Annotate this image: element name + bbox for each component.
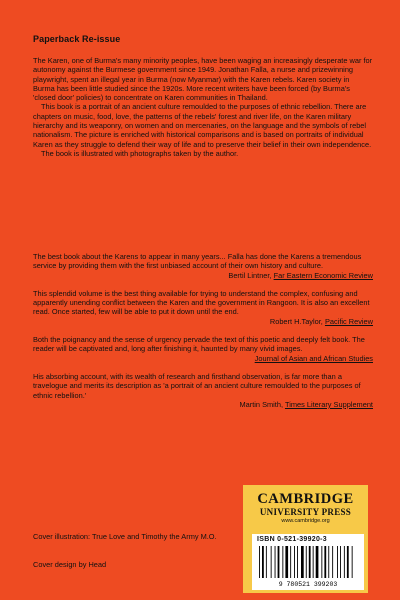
barcode-bar (332, 546, 333, 578)
barcode-bar (316, 546, 319, 578)
quote-text: His absorbing account, with its wealth of research and firsthand observation, is far more than a travelogue and merits its description as 'a portrait of an ancient culture remoulded to the purposes of ethnic rebellion.' (33, 371, 361, 400)
quote-source: Pacific Review (324, 316, 373, 326)
barcode-bar (313, 546, 314, 578)
barcode-bar (352, 546, 353, 578)
publisher-name: CAMBRIDGE (257, 491, 354, 507)
barcode-bar (262, 546, 264, 578)
quote-attribution (33, 317, 373, 326)
barcode-digits: 9 780521 399203 (278, 581, 338, 588)
barcode-bar (309, 546, 311, 578)
quote-text: This splendid volume is the best thing available for trying to understand the complex, confusing and apparently unending conflict between the Karen and the government in Rangoon. It is also an excellent read. Once started, few will be able to put it down until the end. (33, 288, 370, 317)
quote-source: Journal of Asian and African Studies (254, 353, 373, 363)
quote-source: Far Eastern Economic Review (273, 270, 373, 280)
barcode-bar (344, 546, 345, 578)
barcode-bar (340, 546, 341, 578)
quote-source: Times Literary Supplement (284, 399, 373, 409)
barcode-bar (347, 546, 349, 578)
quote-text: The best book about the Karens to appear in many years... Falla has done the Karens a tremendous service by providing them with the first unbiased account of their own history and culture. (33, 252, 362, 271)
barcode-bar (328, 546, 329, 578)
description-paragraph-3: The book is illustrated with photographs taken by the author. (41, 148, 239, 158)
publisher-subtitle: UNIVERSITY PRESS (259, 507, 352, 517)
description-paragraph-1: The Karen, one of Burma's many minority peoples, have been waging an increasingly desperate war for autonomy against the Burmese government since 1949. Jonathan Falla, a nurse and prizewinning playwright, spent an illegal year in Burma (now Myanmar) with the Karen rebels. Karen society in Burma has been little studied since the 1920s. More recent writers have been forced (by Burma's 'closed door' policies) to concentrate on Karen communities in Thailand. (33, 56, 373, 103)
book-description (33, 56, 373, 158)
barcode-bar (301, 546, 304, 578)
barcode-bar (259, 546, 260, 578)
review-quote (33, 289, 373, 326)
review-quote (33, 252, 373, 280)
quote-author: Robert H.Taylor, (269, 316, 323, 326)
barcode-bar (321, 546, 322, 578)
barcode-bars (259, 546, 353, 578)
description-paragraph-2: This book is a portrait of an ancient culture remoulded to the purposes of ethnic rebellion. There are chapters on music, food, love, the patterns of the rebels' forest and river life, on the Karen military hierarchy and its weaponry, on women and on mercenaries, on the language and the symbols of rebel nationalism. The picture is enriched with historical comparisons and is based on portraits of individual Karen as they struggle to defend their way of life and to preserve their belief in their own independence. (33, 102, 372, 149)
barcode-bar (285, 546, 288, 578)
barcode-bar (324, 546, 326, 578)
barcode-bar (297, 546, 298, 578)
reissue-heading: Paperback Re-issue (33, 34, 121, 44)
barcode-bar (306, 546, 307, 578)
quote-author: Martin Smith, (239, 399, 284, 409)
barcode-bar (282, 546, 283, 578)
publisher-url: www.cambridge.org (281, 518, 330, 524)
cover-design-credit: Cover design by Head (33, 560, 107, 569)
isbn-number: ISBN 0-521-39920-3 (257, 536, 327, 543)
review-quotes (33, 252, 373, 418)
quote-attribution (33, 271, 373, 280)
barcode-bar (278, 546, 280, 578)
review-quote (33, 335, 373, 363)
quote-attribution (33, 354, 373, 363)
cover-illustration-credit: Cover illustration: True Love and Timothy the Army M.O. (33, 532, 217, 541)
isbn-box (252, 534, 364, 590)
barcode-bar (337, 546, 338, 578)
barcode-bar (275, 546, 276, 578)
barcode-bar (271, 546, 272, 578)
barcode-bar (266, 546, 267, 578)
review-quote (33, 372, 373, 409)
quote-author: Bertil Lintner, (228, 270, 272, 280)
barcode-bar (294, 546, 295, 578)
quote-attribution (33, 400, 373, 409)
barcode-bar (290, 546, 291, 578)
quote-text: Both the poignancy and the sense of urgency pervade the text of this poetic and deeply felt book. The reader will be captivated and, long after finishing it, haunted by many vivid images. (33, 335, 365, 354)
barcode-icon (257, 546, 359, 588)
